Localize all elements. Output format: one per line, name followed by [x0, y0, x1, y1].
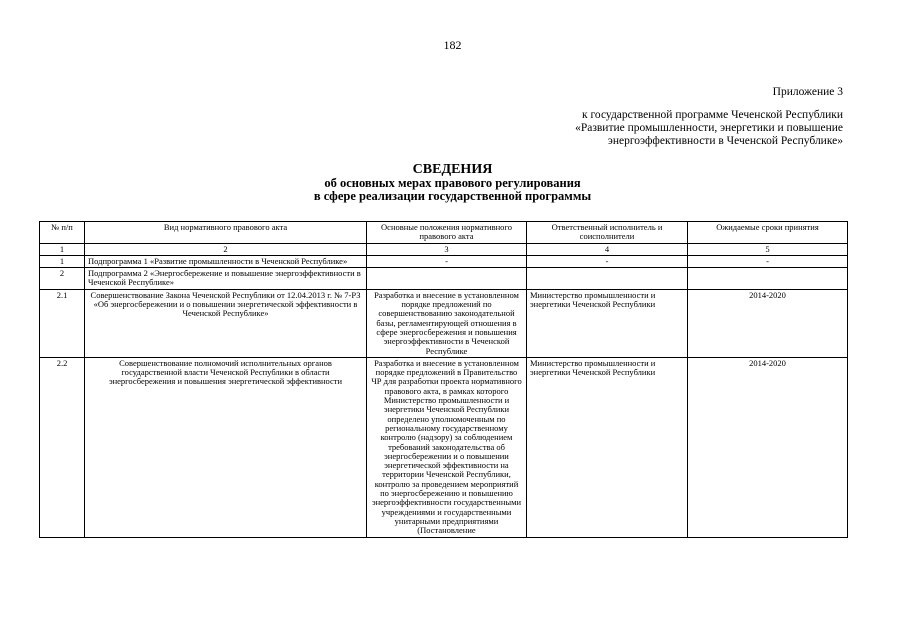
row-terms: 2014-2020: [688, 357, 848, 537]
annex-block: [575, 86, 843, 148]
column-number: 5: [688, 243, 848, 255]
header-executor: Ответственный исполнитель и соисполнители: [527, 222, 688, 244]
column-number: 1: [40, 243, 85, 255]
header-num: № п/п: [40, 222, 85, 244]
row-executor: [527, 268, 688, 290]
header-act: Вид нормативного правового акта: [85, 222, 367, 244]
header-terms: Ожидаемые сроки принятия: [688, 222, 848, 244]
row-num: 2: [40, 268, 85, 290]
row-num: 1: [40, 255, 85, 267]
row-terms: 2014-2020: [688, 289, 848, 357]
row-provisions: Разработка и внесение в установленном порядке предложений по совершенствованию законодательной базы, регламентирующей отношения в сфере энергосбережения и повышения энергоэффективности в Чеченской Республике: [367, 289, 527, 357]
column-number: 2: [85, 243, 367, 255]
table-row: [40, 289, 848, 357]
column-number: 4: [527, 243, 688, 255]
row-executor: -: [527, 255, 688, 267]
row-provisions: -: [367, 255, 527, 267]
column-number-row: [40, 243, 848, 255]
row-terms: -: [688, 255, 848, 267]
table-header-row: [40, 222, 848, 244]
row-provisions: Разработка и внесение в установленном порядке предложений в Правительство ЧР для разработки проекта нормативного правового акта, в рамках которого Министерство промышленности и энергетики Чеченской Республики определено уполномоченным по региональному государственному контролю (надзору) за соблюдением требований законодательства об энергосбережении и о повышении энергетической эффективности на территории Чеченской Республики, контролю за проведением мероприятий по энергосбережению и повышению энергоэффективности государственными учреждениями и государственными унитарными предприятиями (Постановление: [367, 357, 527, 537]
row-act: Совершенствование Закона Чеченской Республики от 12.04.2013 г. № 7-РЗ «Об энергосбережении и о повышении энергетической эффективности в Чеченской Республике»: [85, 289, 367, 357]
heading-line: об основных мерах правового регулирования: [324, 176, 581, 190]
annex-line: к государственной программе Чеченской Республики: [582, 109, 843, 121]
page-number: 182: [443, 38, 462, 52]
annex-line: «Развитие промышленности, энергетики и повышение: [575, 122, 843, 134]
measures-table: [39, 221, 848, 538]
annex-title: Приложение 3: [772, 86, 843, 98]
heading-line: в сфере реализации государственной программы: [313, 188, 592, 203]
row-executor: Министерство промышленности и энергетики Чеченской Республики: [527, 289, 688, 357]
row-terms: [688, 268, 848, 290]
row-num: 2.2: [40, 357, 85, 537]
column-number: 3: [367, 243, 527, 255]
row-num: 2.1: [40, 289, 85, 357]
row-act: Совершенствование полномочий исполнительных органов государственной власти Чеченской Республики в области энергосбережения и повышения энергетической эффективности: [85, 357, 367, 537]
annex-line: энергоэффективности в Чеченской Республике»: [607, 135, 843, 147]
row-act: Подпрограмма 2 «Энергосбережение и повышение энергоэффективности в Чеченской Республике»: [85, 268, 367, 290]
row-executor: Министерство промышленности и энергетики Чеченской Республики: [527, 357, 688, 537]
table-row: [40, 255, 848, 267]
table-row: [40, 357, 848, 537]
header-provisions: Основные положения нормативного правового акта: [367, 222, 527, 244]
row-act: Подпрограмма 1 «Развитие промышленности в Чеченской Республике»: [85, 255, 367, 267]
row-provisions: [367, 268, 527, 290]
heading-title: СВЕДЕНИЯ: [412, 162, 493, 177]
table-row: [40, 268, 848, 290]
document-heading: [0, 163, 905, 202]
